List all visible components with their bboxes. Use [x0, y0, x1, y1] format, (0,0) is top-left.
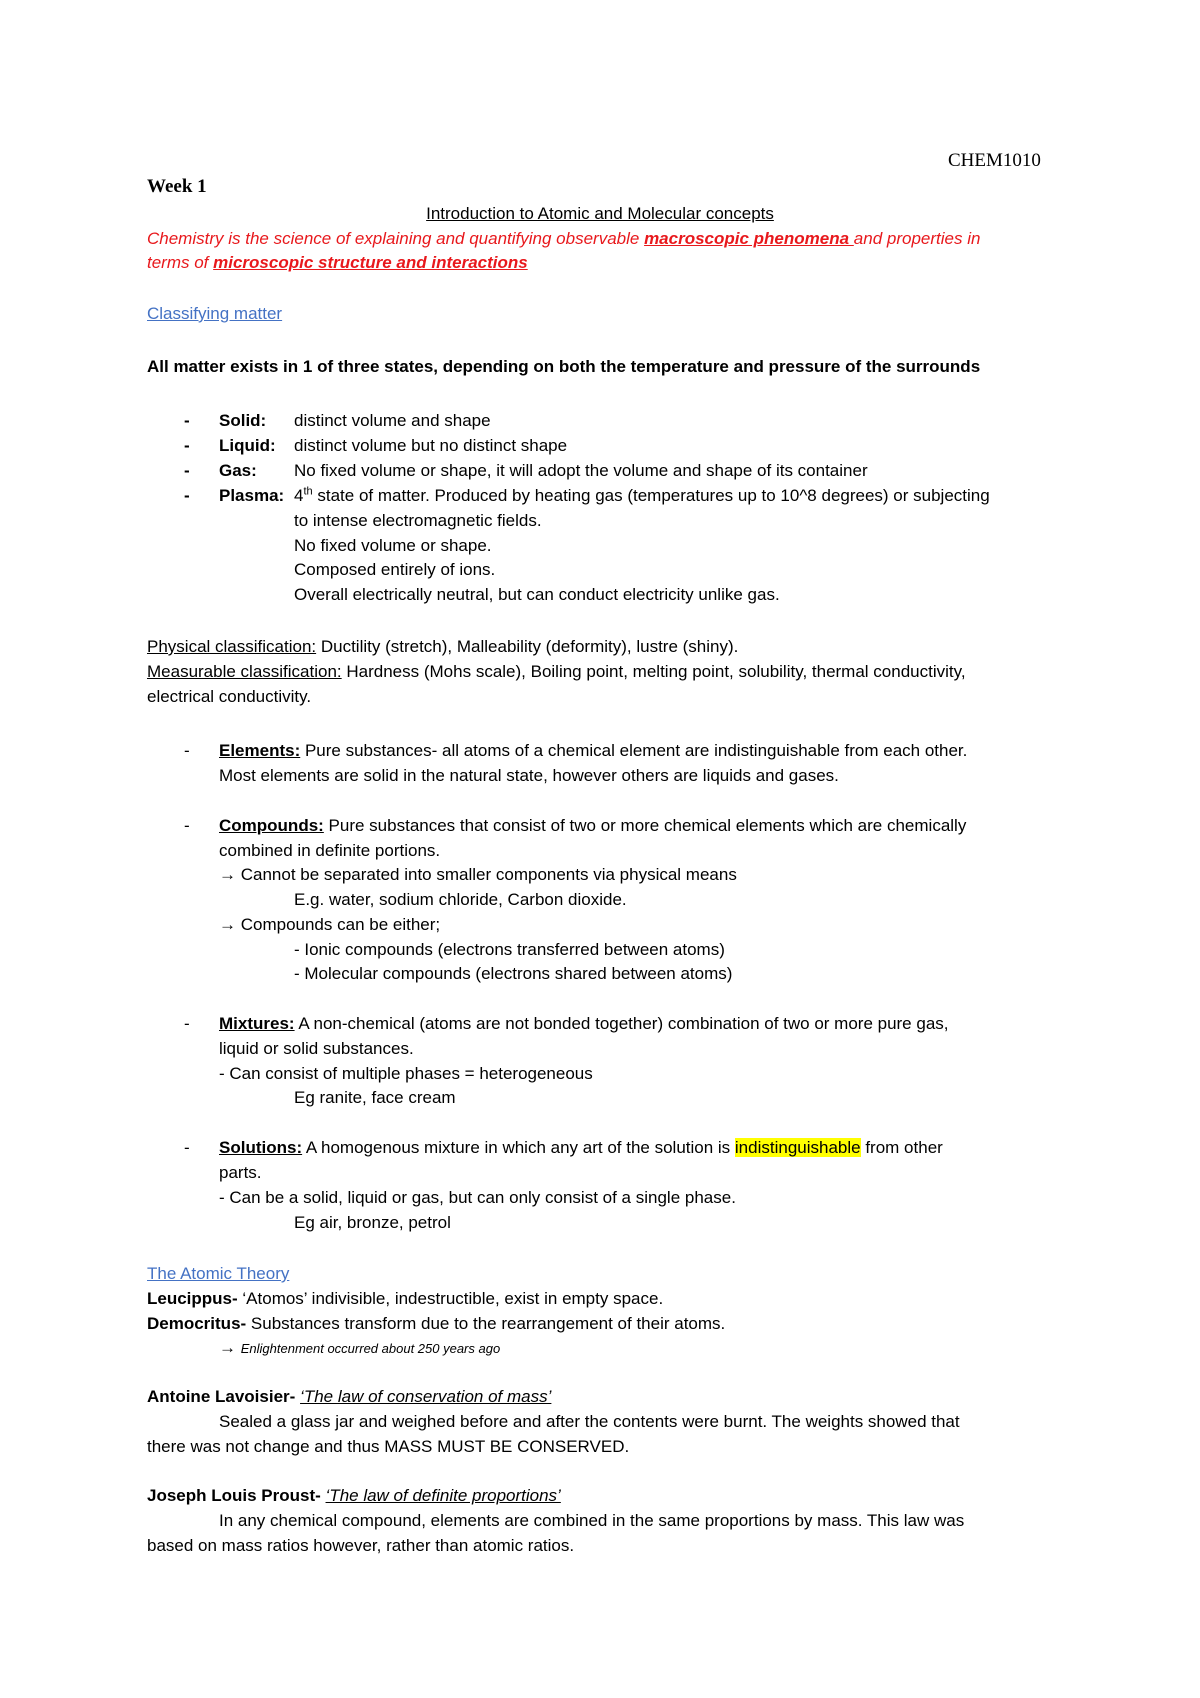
definition-text: and properties in	[853, 229, 981, 248]
state-text: distinct volume and shape	[294, 411, 491, 430]
arrow-right-icon: →	[219, 915, 236, 934]
leucippus-label: Leucippus-	[147, 1289, 238, 1308]
proust-line-1: In any chemical compound, elements are combined in the same proportions by mass. This law was	[219, 1511, 965, 1530]
lavoisier-heading	[147, 1386, 551, 1408]
arrow-right-icon: →	[219, 865, 236, 884]
bullet-dash: -	[184, 461, 190, 480]
solutions-label: Solutions:	[219, 1138, 303, 1157]
compounds-line-7: - Molecular compounds (electrons shared between atoms)	[294, 964, 733, 983]
elements-label: Elements:	[219, 741, 301, 760]
proust-line-2: based on mass ratios however, rather than atomic ratios.	[147, 1536, 575, 1555]
physical-classification	[147, 636, 738, 658]
definition-emphasis-macroscopic: macroscopic phenomena	[644, 229, 854, 248]
lavoisier-law: ‘The law of conservation of mass’	[300, 1387, 552, 1406]
section-heading-classifying-matter: Classifying matter	[147, 304, 283, 323]
bullet-dash: -	[184, 816, 190, 835]
leucippus-text: ‘Atomos’ indivisible, indestructible, exist in empty space.	[237, 1289, 664, 1308]
state-text: No fixed volume or shape, it will adopt the volume and shape of its container	[294, 461, 868, 480]
bullet-dash: -	[184, 411, 190, 430]
definition-text: Chemistry is the science of explaining and quantifying observable	[147, 229, 645, 248]
plasma-number: 4	[294, 486, 304, 505]
compounds-line-5	[219, 914, 440, 936]
lavoisier-line-1: Sealed a glass jar and weighed before and after the contents were burnt. The weights showed that	[219, 1412, 960, 1431]
state-label: Liquid:	[219, 436, 276, 455]
state-label: Solid:	[219, 411, 267, 430]
physical-classification-text: Ductility (stretch), Malleability (deformity), lustre (shiny).	[316, 637, 739, 656]
bullet-dash: -	[184, 486, 190, 505]
course-code: CHEM1010	[948, 150, 1041, 171]
definition-text: terms of	[147, 253, 214, 272]
mixtures-text: A non-chemical (atoms are not bonded together) combination of two or more pure gas,	[294, 1014, 949, 1033]
compounds-line-2: combined in definite portions.	[219, 841, 441, 860]
mixtures-line-4: Eg ranite, face cream	[294, 1088, 456, 1107]
democritus-line	[147, 1313, 725, 1335]
highlighted-term: indistinguishable	[734, 1138, 861, 1157]
solutions-line-4: Eg air, bronze, petrol	[294, 1213, 451, 1232]
enlightenment-note-text: Enlightenment occurred about 250 years ago	[240, 1341, 501, 1356]
definition-line-1	[147, 228, 980, 250]
bullet-dash: -	[184, 741, 190, 760]
solutions-text: A homogenous mixture in which any art of the solution is	[302, 1138, 735, 1157]
definition-emphasis-microscopic: microscopic structure and interactions	[213, 253, 528, 272]
bullet-dash: -	[184, 1138, 190, 1157]
mixtures-label: Mixtures:	[219, 1014, 295, 1033]
page-title: Introduction to Atomic and Molecular concepts	[426, 204, 774, 223]
state-label: Plasma:	[219, 486, 285, 505]
lavoisier-line-2: there was not change and thus MASS MUST BE CONSERVED.	[147, 1437, 630, 1456]
democritus-text: Substances transform due to the rearrangement of their atoms.	[246, 1314, 726, 1333]
state-text: distinct volume but no distinct shape	[294, 436, 568, 455]
measurable-classification-line-2: electrical conductivity.	[147, 687, 312, 706]
compounds-point-text: Compounds can be either;	[236, 915, 441, 934]
compounds-line-6: - Ionic compounds (electrons transferred between atoms)	[294, 940, 725, 959]
elements-line-1	[219, 740, 967, 762]
proust-law: ‘The law of definite proportions’	[325, 1486, 561, 1505]
elements-line-2: Most elements are solid in the natural state, however others are liquids and gases.	[219, 766, 839, 785]
mixtures-line-2: liquid or solid substances.	[219, 1039, 414, 1058]
plasma-line-5: Overall electrically neutral, but can conduct electricity unlike gas.	[294, 585, 780, 604]
solutions-line-3: - Can be a solid, liquid or gas, but can only consist of a single phase.	[219, 1188, 736, 1207]
enlightenment-note	[219, 1337, 500, 1360]
plasma-line-2: to intense electromagnetic fields.	[294, 511, 542, 530]
section-heading-atomic-theory: The Atomic Theory	[147, 1264, 290, 1283]
measurable-classification-label: Measurable classification:	[147, 662, 342, 681]
solutions-line-1	[219, 1137, 943, 1159]
plasma-line-3: No fixed volume or shape.	[294, 536, 492, 555]
elements-text: Pure substances- all atoms of a chemical element are indistinguishable from each other.	[300, 741, 968, 760]
state-label: Gas:	[219, 461, 257, 480]
measurable-classification-text: Hardness (Mohs scale), Boiling point, melting point, solubility, thermal conductivity,	[341, 662, 966, 681]
plasma-text: state of matter. Produced by heating gas (temperatures up to 10^8 degrees) or subjecting	[312, 486, 990, 505]
compounds-line-1	[219, 815, 966, 837]
democritus-label: Democritus-	[147, 1314, 247, 1333]
physical-classification-label: Physical classification:	[147, 637, 317, 656]
arrow-right-icon: →	[219, 1338, 236, 1357]
compounds-text: Pure substances that consist of two or more chemical elements which are chemically	[323, 816, 967, 835]
solutions-text: from other	[860, 1138, 943, 1157]
bullet-dash: -	[184, 436, 190, 455]
bullet-dash: -	[184, 1014, 190, 1033]
compounds-label: Compounds:	[219, 816, 324, 835]
compounds-line-3	[219, 864, 737, 886]
states-intro: All matter exists in 1 of three states, depending on both the temperature and pressure of the surrounds	[147, 357, 981, 376]
week-label: Week 1	[147, 176, 207, 197]
mixtures-line-3: - Can consist of multiple phases = heterogeneous	[219, 1064, 593, 1083]
leucippus-line	[147, 1288, 663, 1310]
definition-line-2	[147, 252, 528, 274]
state-text	[294, 485, 990, 507]
lavoisier-label: Antoine Lavoisier-	[147, 1387, 296, 1406]
compounds-point-text: Cannot be separated into smaller components via physical means	[236, 865, 737, 884]
mixtures-line-1	[219, 1013, 949, 1035]
compounds-line-4: E.g. water, sodium chloride, Carbon dioxide.	[294, 890, 627, 909]
plasma-superscript: th	[303, 485, 313, 498]
proust-heading	[147, 1485, 561, 1507]
plasma-line-4: Composed entirely of ions.	[294, 560, 496, 579]
measurable-classification	[147, 661, 966, 683]
solutions-line-2: parts.	[219, 1163, 262, 1182]
proust-label: Joseph Louis Proust-	[147, 1486, 321, 1505]
